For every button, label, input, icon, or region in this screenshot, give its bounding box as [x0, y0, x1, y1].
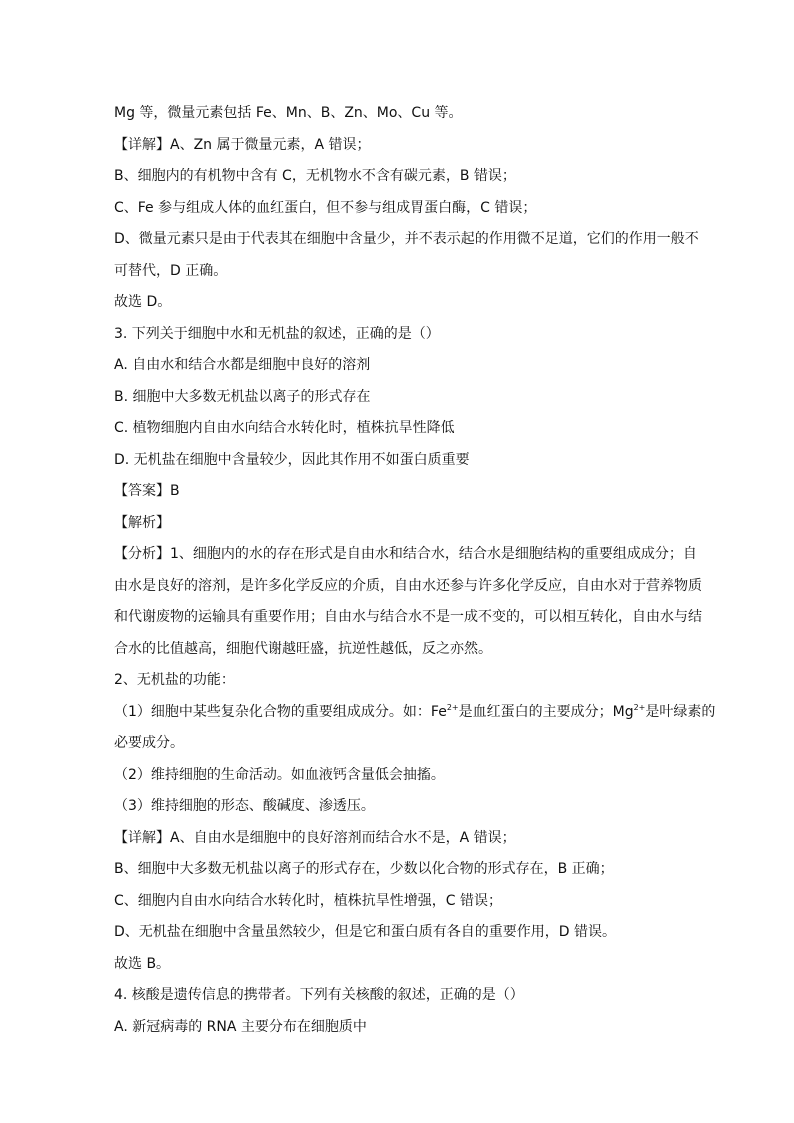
text-line: C、Fe 参与组成人体的血红蛋白，但不参与组成胃蛋白酶，C 错误；	[114, 199, 537, 216]
detail-text: 【详解】A、自由水是细胞中的良好溶剂而结合水不是，A 错误；	[114, 829, 516, 846]
question-4-option-a: A. 新冠病毒的 RNA 主要分布在细胞质中	[114, 1018, 367, 1035]
analysis-point-2: （2）维持细胞的生命活动。如血液钙含量低会抽搐。	[114, 766, 445, 783]
detail-text: B、细胞中大多数无机盐以离子的形式存在，少数以化合物的形式存在，B 正确；	[114, 861, 614, 877]
analysis-point-3: （3）维持细胞的形态、酸碱度、渗透压。	[114, 798, 375, 814]
text-line: 可替代，D 正确。	[114, 262, 228, 279]
conclusion-text: 故选 B。	[114, 955, 171, 972]
analysis-text: 和代谢废物的运输具有重要作用；自由水与结合水不是一成不变的，可以相互转化，自由水与结	[114, 609, 702, 625]
question-4-stem: 4. 核酸是遗传信息的携带者。下列有关核酸的叙述，正确的是（）	[114, 987, 524, 1003]
question-3-option-a: A. 自由水和结合水都是细胞中良好的溶剂	[114, 357, 371, 373]
superscript-charge: 2+	[633, 702, 646, 712]
detail-text: D、无机盐在细胞中含量虽然较少，但是它和蛋白质有各自的重要作用，D 错误。	[114, 924, 617, 940]
analysis-text: 由水是良好的溶剂，是许多化学反应的介质，自由水还参与许多化学反应，自由水对于营养物质	[114, 577, 702, 594]
analysis-text: 【分析】1、细胞内的水的存在形式是自由水和结合水，结合水是细胞结构的重要组成成分；自	[114, 546, 697, 562]
analysis-label: 【解析】	[114, 514, 170, 531]
analysis-subheading: 2、无机盐的功能：	[114, 672, 235, 688]
analysis-point-1-continued: 必要成分。	[114, 735, 184, 751]
text-line: D、微量元素只是由于代表其在细胞中含量少，并不表示起的作用微不足道，它们的作用一般不	[114, 231, 699, 247]
question-3-option-b: B. 细胞中大多数无机盐以离子的形式存在	[114, 388, 371, 405]
superscript-charge: 2+	[446, 702, 459, 712]
text-line: Mg 等，微量元素包括 Fe、Mn、B、Zn、Mo、Cu 等。	[114, 105, 463, 121]
text-segment: 是血红蛋白的主要成分；Mg	[458, 703, 634, 720]
text-segment: （1）细胞中某些复杂化合物的重要组成成分。如：Fe	[114, 703, 447, 720]
question-3-option-d: D. 无机盐在细胞中含量较少，因此其作用不如蛋白质重要	[114, 451, 470, 468]
question-3-option-c: C. 植物细胞内自由水向结合水转化时，植株抗旱性降低	[114, 420, 455, 436]
text-line: B、细胞内的有机物中含有 C，无机物水不含有碳元素，B 错误；	[114, 168, 516, 184]
text-line-detail: 【详解】A、Zn 属于微量元素，A 错误；	[114, 136, 371, 153]
analysis-text: 合水的比值越高，细胞代谢越旺盛，抗逆性越低，反之亦然。	[114, 640, 492, 657]
detail-text: C、细胞内自由水向结合水转化时，植株抗旱性增强，C 错误；	[114, 892, 502, 909]
question-3-stem: 3. 下列关于细胞中水和无机盐的叙述，正确的是（）	[114, 325, 440, 342]
text-line-conclusion: 故选 D。	[114, 294, 172, 310]
text-segment: 是叶绿素的	[645, 703, 716, 720]
document-body	[114, 98, 716, 1043]
answer-label: 【答案】B	[114, 483, 180, 499]
analysis-point-1	[114, 697, 716, 729]
